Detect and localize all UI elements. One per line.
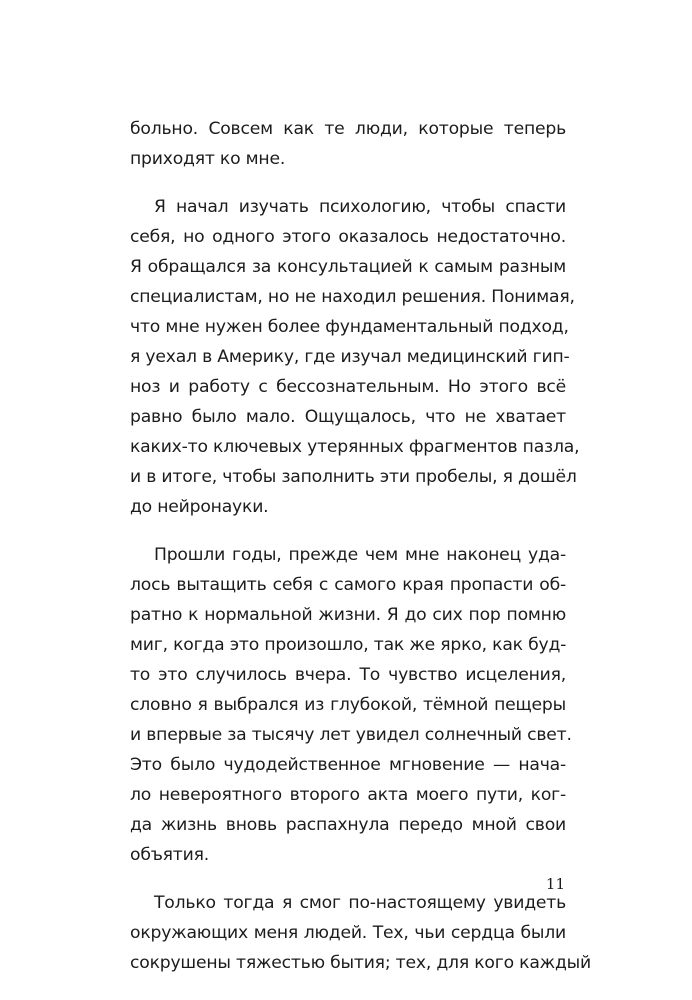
text-line: я уехал в Америку, где изучал медицинский гип- (130, 347, 570, 367)
body-text (130, 114, 591, 978)
text-line: специалистам, но не находил решения. Понимая, (130, 287, 575, 307)
text-line: то это случилось вчера. То чувство исцеления, (130, 665, 566, 685)
text-line: ноз и работу с бессознательным. Но этого всё (130, 377, 566, 397)
text-line: да жизнь вновь распахнула передо мной свои (130, 815, 566, 835)
paragraph-1 (130, 114, 566, 174)
page-number: 11 (545, 875, 565, 893)
text-line: окружающих меня людей. Тех, чьи сердца были (130, 923, 566, 943)
text-line: Только тогда я смог по-настоящему увидеть (154, 893, 566, 913)
text-line: ло невероятного второго акта моего пути, ког- (130, 785, 566, 805)
text-line: ратно к нормальной жизни. Я до сих пор помню (130, 605, 566, 625)
paragraph-2 (130, 192, 580, 522)
text-line: Это было чудодейственное мгновение — нача- (130, 755, 566, 775)
text-line: лось вытащить себя с самого края пропасти об- (130, 575, 566, 595)
text-line: и в итоге, чтобы заполнить эти пробелы, я дошёл (130, 467, 577, 487)
text-line: равно было мало. Ощущалось, что не хватает (130, 407, 566, 427)
paragraph-4 (130, 888, 591, 978)
text-line: словно я выбрался из глубокой, тёмной пещеры (130, 695, 566, 715)
paragraph-3 (130, 540, 572, 870)
text-line: объятия. (130, 845, 209, 865)
text-line: себя, но одного этого оказалось недостаточно. (130, 227, 566, 247)
text-line: до нейронауки. (130, 497, 269, 517)
text-line: миг, когда это произошло, так же ярко, как буд- (130, 635, 567, 655)
text-line: и впервые за тысячу лет увидел солнечный свет. (130, 725, 572, 745)
text-line: Я обращался за консультацией к самым разным (130, 257, 566, 277)
text-line: Прошли годы, прежде чем мне наконец уда- (154, 545, 566, 565)
text-line: приходят ко мне. (130, 149, 286, 169)
text-line: что мне нужен более фундаментальный подход, (130, 317, 569, 337)
text-line: больно. Совсем как те люди, которые теперь (130, 119, 566, 139)
text-line: Я начал изучать психологию, чтобы спасти (154, 197, 566, 217)
text-line: каких-то ключевых утерянных фрагментов пазла, (130, 437, 580, 457)
text-line: сокрушены тяжестью бытия; тех, для кого каждый (130, 953, 591, 973)
